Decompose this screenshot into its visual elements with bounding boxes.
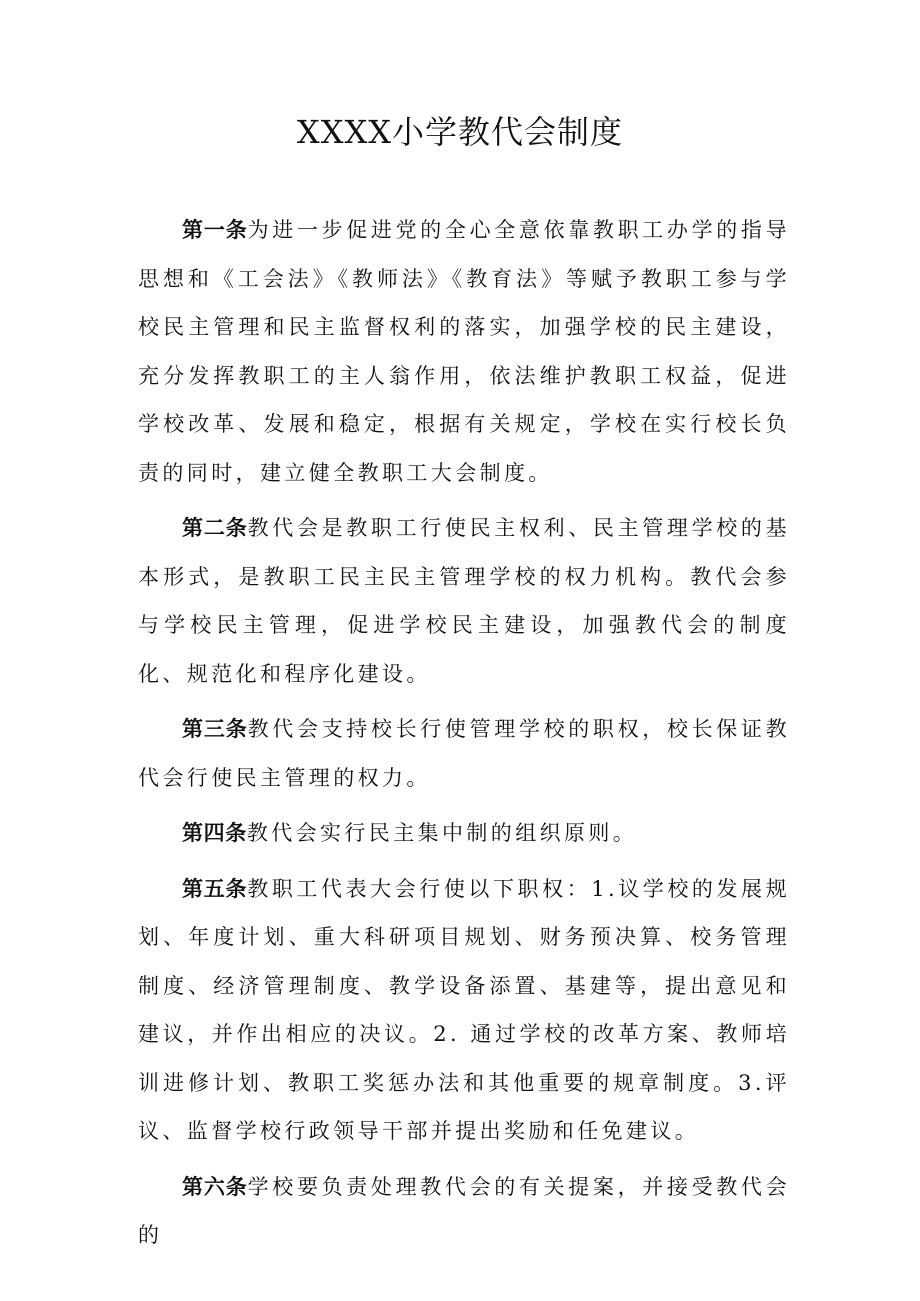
article-5	[138, 865, 790, 1156]
article-label: 第一条	[182, 218, 248, 242]
article-6	[138, 1163, 790, 1260]
article-3	[138, 705, 790, 802]
article-text: 教职工代表大会行使以下职权：1.议学校的发展规划、年度计划、重大科研项目规划、财务预决算、校务管理制度、经济管理制度、教学设备添置、基建等，提出意见和建议，并作出相应的决议。2. 通过学校的改革方案、教师培训进修计划、教职工奖惩办法和其他重要的规章制度。3.评议、监督学校行政领导干部并提出奖励和任免建议。	[138, 876, 790, 1143]
article-text: 教代会支持校长行使管理学校的职权，校长保证教代会行使民主管理的权力。	[138, 717, 790, 790]
article-label: 第五条	[182, 876, 248, 901]
document-title: XXXX小学教代会制度	[296, 113, 624, 151]
article-1	[138, 206, 790, 497]
article-2	[138, 504, 790, 698]
article-label: 第三条	[182, 717, 248, 741]
document-body	[138, 206, 790, 1267]
article-text: 教代会实行民主集中制的组织原则。	[246, 821, 638, 845]
article-text: 为进一步促进党的全心全意依靠教职工办学的指导思想和《工会法》《教师法》《教育法》等赋予教职工参与学校民主管理和民主监督权利的落实，加强学校的民主建设，充分发挥教职工的主人翁作用，依法维护教职工权益，促进学校改革、发展和稳定，根据有关规定，学校在实行校长负责的同时，建立健全教职工大会制度。	[138, 218, 790, 485]
article-label: 第二条	[182, 516, 248, 540]
article-label: 第六条	[182, 1174, 248, 1199]
article-4	[138, 809, 790, 858]
article-text: 学校要负责处理教代会的有关提案，并接受教代会的	[138, 1174, 790, 1247]
article-label: 第四条	[182, 821, 247, 845]
article-text: 教代会是教职工行使民主权利、民主管理学校的基本形式，是教职工民主民主管理学校的权力机构。教代会参与学校民主管理，促进学校民主建设，加强教代会的制度化、规范化和程序化建设。	[138, 516, 790, 686]
